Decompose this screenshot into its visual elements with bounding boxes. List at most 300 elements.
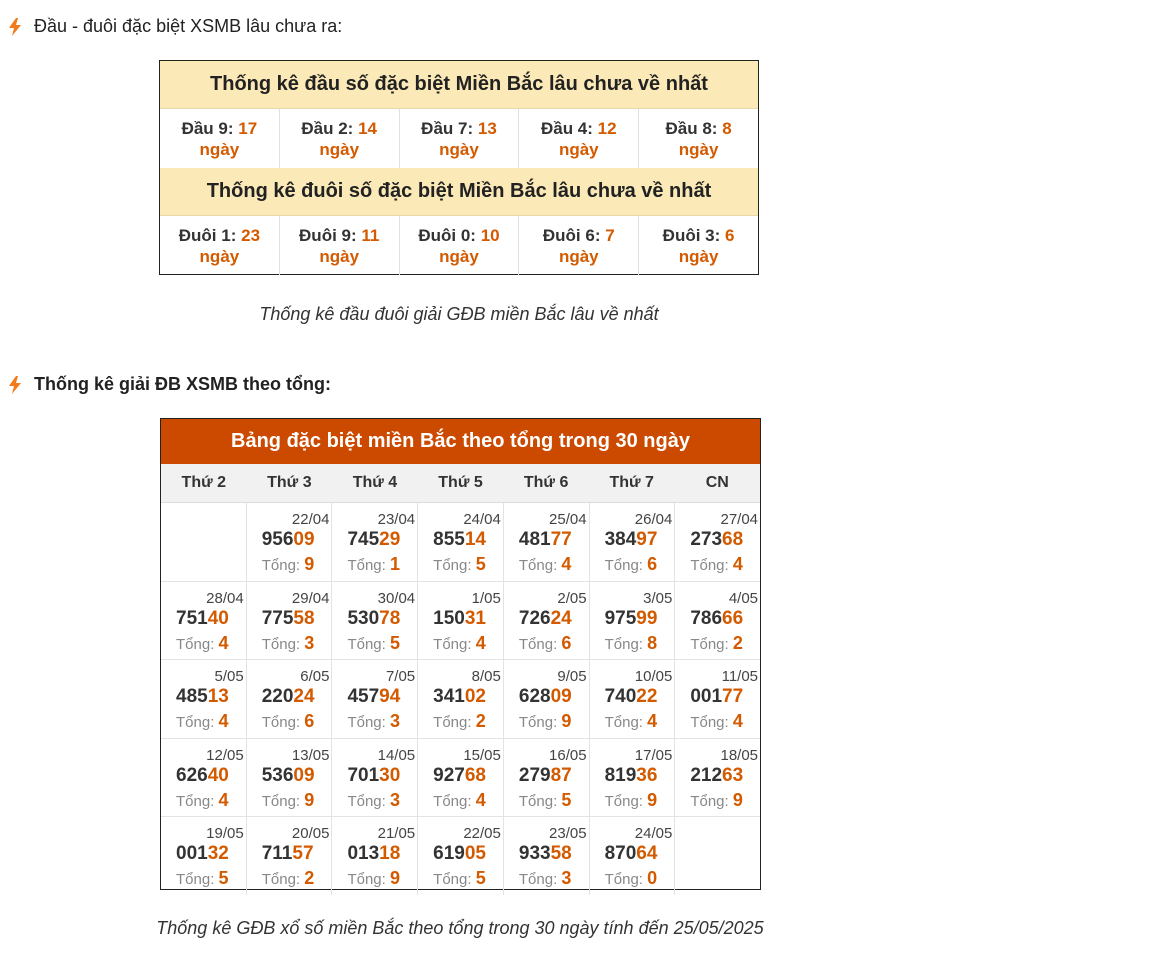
head-tail-stats-table (159, 60, 759, 275)
digit-sum (605, 554, 658, 575)
sum-value: 6 (561, 632, 572, 653)
head-stats-row (160, 109, 758, 168)
special-prize-number (433, 843, 486, 865)
sum-label: Tổng: (690, 557, 729, 574)
lightning-bolt-icon (8, 376, 22, 394)
calendar-day-cell (161, 660, 247, 738)
number-prefix: 740 (604, 686, 637, 708)
head-stat-cell (400, 109, 520, 168)
number-suffix: 94 (379, 686, 401, 708)
section-heading-sum-stats (8, 374, 331, 395)
weekday-header: Thứ 3 (267, 474, 312, 491)
sum-value: 9 (304, 789, 315, 810)
draw-date: 25/04 (549, 511, 587, 528)
sum-value: 3 (561, 868, 572, 889)
stat-days-unit: ngày (678, 140, 719, 159)
number-prefix: 701 (347, 764, 380, 786)
stat-label: Đầu 8: (665, 119, 718, 138)
sum-label: Tổng: (518, 792, 558, 810)
stat-days-unit: ngày (678, 247, 719, 266)
draw-date: 3/05 (643, 589, 673, 607)
number-prefix: 855 (433, 529, 465, 550)
draw-date: 22/04 (291, 511, 330, 528)
number-suffix: 58 (550, 843, 572, 865)
calendar-empty-cell (161, 503, 247, 581)
stat-days-value: 10 (480, 226, 500, 245)
digit-sum (690, 633, 743, 654)
sum-value: 4 (218, 789, 229, 810)
stat-days-value: 12 (597, 119, 617, 138)
calendar-day-cell (504, 503, 590, 581)
number-suffix: 77 (550, 529, 572, 550)
calendar-day-cell (675, 660, 760, 738)
draw-date: 21/05 (377, 825, 416, 843)
sum-label: Tổng: (176, 714, 215, 732)
draw-date: 28/04 (206, 589, 244, 607)
special-prize-number (690, 765, 743, 787)
weekday-header: Thứ 6 (523, 474, 569, 491)
number-suffix: 02 (464, 686, 486, 708)
sum-label: Tổng: (690, 714, 729, 732)
digit-sum (176, 711, 229, 732)
number-prefix: 628 (518, 686, 551, 708)
stat-label: Đuôi 3: (662, 226, 721, 245)
sum-value: 4 (475, 632, 486, 653)
calendar-empty-cell (675, 817, 760, 895)
sum-label: Tổng: (518, 635, 558, 653)
calendar-day-cell (247, 503, 333, 581)
number-suffix: 09 (293, 764, 315, 786)
sum-value: 2 (732, 632, 743, 653)
number-prefix: 481 (518, 529, 551, 550)
digit-sum (347, 868, 400, 889)
calendar-day-cell (590, 582, 676, 660)
weekday-header: Thứ 7 (609, 474, 654, 491)
sum-value: 5 (218, 868, 229, 889)
weekday-header: CN (705, 474, 729, 491)
draw-date: 20/05 (291, 825, 330, 843)
number-prefix: 220 (261, 686, 294, 708)
sum-label: Tổng: (261, 792, 301, 810)
stat-days-value: 7 (605, 226, 615, 245)
digit-sum (347, 711, 400, 732)
digit-sum (433, 790, 486, 811)
special-prize-number (176, 765, 229, 787)
number-suffix: 09 (550, 686, 572, 708)
number-prefix: 745 (347, 529, 380, 550)
sum-label: Tổng: (604, 635, 643, 653)
stat-label: Đầu 7: (421, 119, 474, 138)
draw-date: 19/05 (206, 825, 244, 843)
head-stat-cell (639, 109, 758, 168)
digit-sum (605, 790, 658, 811)
number-suffix: 78 (379, 607, 401, 629)
special-prize-number (605, 765, 658, 787)
number-suffix: 14 (464, 529, 486, 550)
draw-date: 23/04 (377, 511, 416, 528)
weekday-header: Thứ 2 (181, 474, 227, 491)
draw-date: 4/05 (728, 589, 759, 607)
calendar-day-cell (590, 739, 676, 817)
calendar-day-cell (418, 817, 504, 895)
special-prize-number (519, 686, 572, 708)
sum-value: 4 (218, 632, 229, 653)
tail-stat-cell (280, 216, 400, 275)
sum-value: 4 (561, 554, 572, 574)
stat-days-value: 6 (725, 226, 735, 245)
draw-date: 18/05 (720, 746, 759, 764)
sum-label: Tổng: (690, 792, 729, 810)
special-prize-number (519, 765, 572, 787)
sum-label: Tổng: (433, 792, 472, 810)
special-prize-number (433, 608, 486, 630)
sum-value: 4 (732, 711, 743, 732)
calendar-day-cell (504, 660, 590, 738)
digit-sum (433, 633, 486, 654)
digit-sum (176, 633, 229, 654)
special-prize-number (176, 843, 229, 865)
sum-value: 5 (389, 632, 400, 653)
draw-date: 30/04 (377, 589, 416, 607)
digit-sum (519, 554, 572, 575)
digit-sum (262, 554, 315, 575)
number-prefix: 273 (690, 529, 723, 550)
digit-sum (262, 711, 315, 732)
stat-days-unit: ngày (319, 140, 360, 159)
sum-label: Tổng: (261, 635, 301, 653)
number-prefix: 956 (261, 529, 294, 550)
sum-label: Tổng: (518, 714, 558, 732)
calendar-day-cell (418, 503, 504, 581)
sum-value: 4 (647, 711, 658, 732)
number-suffix: 24 (293, 686, 315, 708)
sum-value: 2 (475, 711, 486, 732)
stat-label: Đuôi 0: (418, 226, 476, 245)
draw-date: 23/05 (549, 825, 587, 843)
sum-value: 2 (304, 868, 315, 889)
digit-sum (433, 868, 486, 889)
digit-sum (605, 633, 658, 654)
digit-sum (176, 790, 229, 811)
calendar-day-cell (247, 582, 333, 660)
calendar-day-cell (332, 817, 418, 895)
number-prefix: 150 (433, 607, 465, 629)
head-stat-cell (519, 109, 639, 168)
draw-date: 8/05 (471, 668, 501, 686)
digit-sum (347, 633, 400, 654)
calendar-day-cell (590, 817, 676, 895)
digit-sum (433, 554, 486, 575)
sum-label: Tổng: (604, 871, 643, 889)
stat-days-unit: ngày (558, 140, 599, 159)
special-prize-number (176, 608, 229, 630)
number-prefix: 457 (347, 686, 380, 708)
draw-date: 13/05 (291, 746, 330, 764)
draw-date: 16/05 (549, 746, 587, 764)
sum-label: Tổng: (347, 792, 386, 810)
sum-label: Tổng: (261, 871, 301, 889)
special-prize-number (347, 843, 400, 865)
stat-label: Đuôi 9: (299, 226, 357, 245)
sum-value: 0 (647, 868, 658, 889)
tail-stat-cell (639, 216, 758, 275)
calendar-week-row (161, 660, 760, 739)
number-prefix: 619 (433, 843, 465, 865)
sum-value: 4 (218, 711, 229, 732)
sum-value: 9 (304, 554, 315, 574)
number-prefix: 870 (604, 843, 637, 865)
calendar-day-cell (161, 739, 247, 817)
sum-label: Tổng: (518, 557, 558, 574)
number-prefix: 001 (176, 843, 208, 865)
calendar-week-row (161, 503, 760, 582)
number-suffix: 66 (722, 607, 744, 629)
number-suffix: 99 (636, 607, 658, 629)
head-stat-cell (280, 109, 400, 168)
number-suffix: 31 (464, 607, 486, 629)
sum-value: 4 (475, 789, 486, 810)
digit-sum (433, 711, 486, 732)
number-prefix: 001 (690, 686, 723, 708)
special-prize-number (262, 608, 315, 630)
number-suffix: 22 (636, 686, 658, 708)
number-suffix: 09 (293, 529, 315, 550)
sum-table-title: Bảng đặc biệt miền Bắc theo tổng trong 30 ngày (161, 419, 760, 464)
sum-value: 8 (647, 632, 658, 653)
special-prize-number (605, 529, 658, 551)
sum-label: Tổng: (604, 557, 643, 574)
calendar-day-cell (504, 817, 590, 895)
number-prefix: 279 (518, 764, 551, 786)
calendar-day-cell (504, 582, 590, 660)
number-prefix: 626 (176, 764, 208, 786)
head-stat-cell (160, 109, 280, 168)
calendar-day-cell (247, 739, 333, 817)
digit-sum (262, 790, 315, 811)
sum-value: 5 (475, 868, 486, 889)
calendar-day-cell (675, 582, 760, 660)
number-prefix: 530 (347, 607, 380, 629)
sum-label: Tổng: (518, 871, 558, 889)
special-prize-number (433, 765, 486, 787)
calendar-day-cell (247, 817, 333, 895)
sum-value: 9 (561, 711, 572, 732)
special-prize-number (605, 843, 658, 865)
draw-date: 2/05 (557, 589, 587, 607)
special-prize-number (262, 765, 315, 787)
calendar-day-cell (161, 817, 247, 895)
sum-label: Tổng: (433, 557, 472, 574)
stat-label: Đầu 9: (181, 119, 234, 138)
sum-label: Tổng: (347, 714, 386, 732)
calendar-day-cell (332, 739, 418, 817)
number-suffix: 32 (207, 843, 229, 865)
weekday-header: Thứ 4 (352, 474, 398, 491)
digit-sum (519, 790, 572, 811)
number-suffix: 87 (550, 764, 572, 786)
number-suffix: 29 (379, 529, 401, 550)
digit-sum (519, 633, 572, 654)
sum-value: 3 (389, 789, 400, 810)
sum-label: Tổng: (347, 635, 386, 653)
number-prefix: 013 (347, 843, 380, 865)
calendar-day-cell (247, 660, 333, 738)
digit-sum (347, 790, 400, 811)
number-prefix: 786 (690, 607, 723, 629)
stat-days-unit: ngày (199, 140, 240, 159)
stat-days-unit: ngày (439, 247, 479, 266)
weekday-header: Thứ 5 (438, 474, 483, 491)
weekday-header-row (161, 464, 760, 503)
number-suffix: 24 (550, 607, 572, 629)
calendar-day-cell (590, 503, 676, 581)
number-suffix: 40 (207, 764, 229, 786)
calendar-week-row (161, 739, 760, 818)
number-suffix: 57 (292, 843, 314, 865)
stat-days-unit: ngày (199, 247, 240, 266)
number-prefix: 975 (604, 607, 637, 629)
special-prize-number (690, 529, 743, 551)
sum-value: 9 (647, 789, 658, 810)
sum-label: Tổng: (261, 557, 301, 574)
draw-date: 27/04 (720, 511, 759, 528)
special-prize-number (605, 686, 658, 708)
table2-caption: Thống kê GĐB xổ số miền Bắc theo tổng trong 30 ngày tính đến 25/05/2025 (156, 918, 764, 938)
lightning-bolt-icon (8, 18, 22, 36)
special-prize-number (519, 843, 572, 865)
number-suffix: 40 (207, 607, 229, 629)
sum-value: 9 (732, 789, 743, 810)
stat-days-value: 8 (722, 119, 732, 138)
calendar-day-cell (675, 503, 760, 581)
calendar-day-cell (418, 660, 504, 738)
sum-label: Tổng: (604, 714, 643, 732)
digit-sum (347, 554, 400, 575)
number-suffix: 68 (722, 529, 744, 550)
draw-date: 29/04 (291, 589, 330, 607)
tail-stat-cell (160, 216, 280, 275)
calendar-week-row (161, 817, 760, 895)
section-heading-dau-duoi (8, 16, 342, 37)
number-suffix: 64 (636, 843, 658, 865)
draw-date: 10/05 (634, 668, 673, 686)
calendar-grid (161, 503, 760, 895)
number-suffix: 36 (636, 764, 658, 786)
sum-label: Tổng: (690, 635, 729, 653)
number-suffix: 13 (207, 686, 229, 708)
number-suffix: 58 (293, 607, 315, 629)
tail-stats-row (160, 216, 758, 275)
number-prefix: 775 (261, 607, 294, 629)
stat-days-value: 14 (358, 119, 377, 138)
digit-sum (690, 790, 743, 811)
special-prize-number (433, 686, 486, 708)
number-prefix: 726 (518, 607, 551, 629)
special-prize-number (690, 686, 743, 708)
sum-value: 5 (561, 789, 572, 810)
sum-label: Tổng: (347, 557, 386, 574)
sum-value: 9 (389, 868, 400, 889)
stat-days-value: 23 (241, 226, 261, 245)
number-prefix: 384 (604, 529, 637, 550)
number-prefix: 819 (604, 764, 637, 786)
draw-date: 24/04 (463, 511, 501, 528)
calendar-day-cell (332, 503, 418, 581)
draw-date: 1/05 (471, 589, 501, 607)
stat-label: Đầu 4: (540, 119, 593, 138)
number-prefix: 212 (690, 764, 723, 786)
digit-sum (519, 711, 572, 732)
calendar-week-row (161, 582, 760, 661)
special-prize-number (347, 686, 400, 708)
draw-date: 17/05 (634, 746, 673, 764)
digit-sum (176, 868, 229, 889)
sum-label: Tổng: (433, 635, 472, 653)
number-prefix: 341 (433, 686, 465, 708)
draw-date: 14/05 (377, 746, 416, 764)
special-prize-number (605, 608, 658, 630)
sum-calendar-table (160, 418, 761, 890)
special-prize-number (262, 686, 315, 708)
special-prize-number (262, 529, 315, 551)
number-prefix: 933 (518, 843, 551, 865)
digit-sum (605, 868, 658, 889)
section-heading-text: Đầu - đuôi đặc biệt XSMB lâu chưa ra: (34, 16, 343, 36)
digit-sum (690, 711, 743, 732)
stat-days-value: 17 (238, 119, 258, 138)
number-prefix: 711 (261, 843, 293, 865)
number-prefix: 536 (261, 764, 294, 786)
number-prefix: 751 (176, 607, 208, 629)
sum-label: Tổng: (176, 635, 215, 653)
special-prize-number (347, 765, 400, 787)
head-stats-title: Thống kê đầu số đặc biệt Miền Bắc lâu chưa về nhất (160, 61, 758, 109)
special-prize-number (347, 608, 400, 630)
calendar-day-cell (504, 739, 590, 817)
stat-days-value: 13 (477, 119, 497, 138)
draw-date: 6/05 (300, 668, 330, 686)
digit-sum (605, 711, 658, 732)
calendar-day-cell (590, 660, 676, 738)
number-suffix: 63 (722, 764, 744, 786)
section-heading-text: Thống kê giải ĐB XSMB theo tổng: (34, 374, 331, 394)
sum-label: Tổng: (261, 714, 301, 732)
special-prize-number (433, 529, 486, 551)
stat-days-value: 11 (361, 226, 380, 245)
sum-value: 3 (304, 632, 315, 653)
sum-value: 1 (389, 554, 400, 574)
stat-days-unit: ngày (319, 247, 360, 266)
draw-date: 24/05 (634, 825, 673, 843)
draw-date: 26/04 (634, 511, 673, 528)
draw-date: 11/05 (721, 668, 759, 686)
sum-label: Tổng: (176, 871, 215, 889)
number-suffix: 77 (722, 686, 744, 708)
calendar-day-cell (675, 739, 760, 817)
digit-sum (262, 868, 315, 889)
stat-days-unit: ngày (558, 247, 599, 266)
number-suffix: 97 (636, 529, 658, 550)
number-suffix: 68 (464, 764, 486, 786)
sum-value: 6 (304, 711, 315, 732)
number-prefix: 485 (176, 686, 208, 708)
number-suffix: 18 (379, 843, 401, 865)
sum-label: Tổng: (433, 714, 472, 732)
special-prize-number (262, 843, 314, 865)
special-prize-number (347, 529, 400, 551)
calendar-day-cell (332, 660, 418, 738)
draw-date: 5/05 (214, 668, 244, 686)
